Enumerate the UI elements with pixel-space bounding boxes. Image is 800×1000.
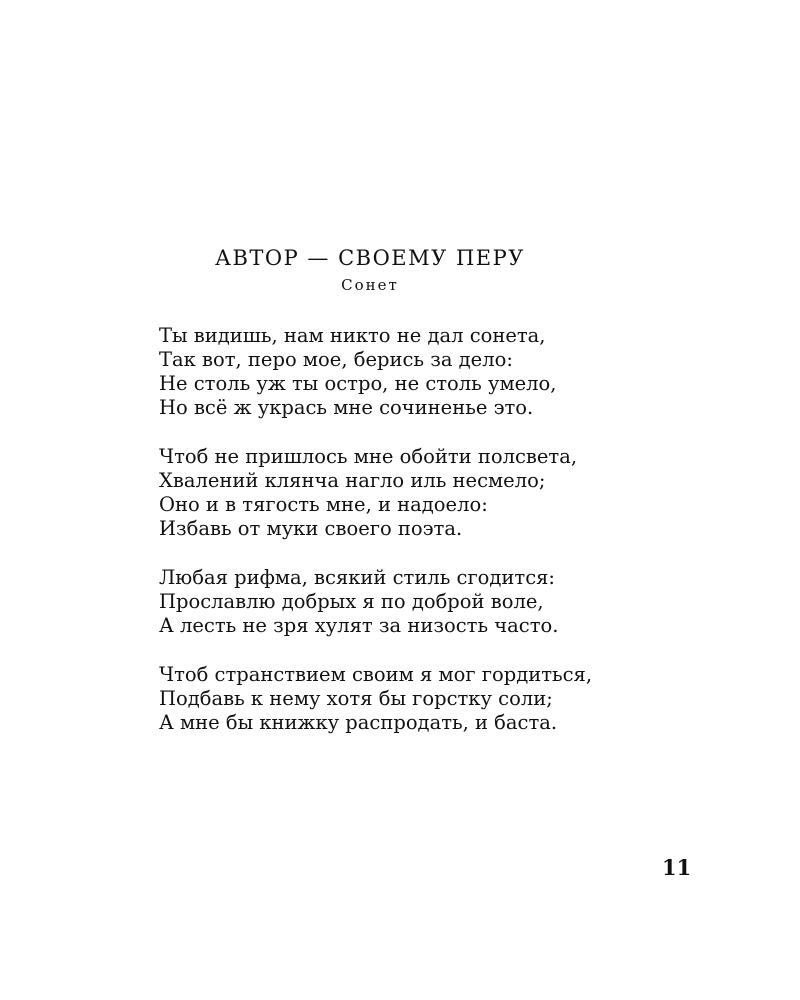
poem-title: АВТОР — СВОЕМУ ПЕРУ <box>215 246 525 270</box>
poem-line: Любая рифма, всякий стиль сгодится: <box>159 566 555 589</box>
page-number: 11 <box>662 855 692 880</box>
poem-line: Избавь от муки своего поэта. <box>159 517 463 540</box>
poem-line: Подбавь к нему хотя бы горстку соли; <box>159 687 553 710</box>
poem-line: Хвалений клянча нагло иль несмело; <box>159 469 546 492</box>
poem-line: Оно и в тягость мне, и надоело: <box>159 493 488 516</box>
poem-line: А мне бы книжку распродать, и баста. <box>159 711 558 734</box>
poem-line: Не столь уж ты остро, не столь умело, <box>159 372 557 395</box>
poem-line: Так вот, перо мое, берись за дело: <box>159 348 513 371</box>
stanza-2 <box>159 445 659 541</box>
poem-body <box>159 324 659 760</box>
poem-line: Чтоб странствием своим я мог гордиться, <box>159 663 593 686</box>
stanza-3 <box>159 566 659 638</box>
poem-line: Но всё ж укрась мне сочиненье это. <box>159 396 534 419</box>
stanza-4 <box>159 663 659 735</box>
poem-subtitle: Сонет <box>341 276 399 294</box>
poem-line: А лесть не зря хулят за низость часто. <box>159 614 559 637</box>
poem-line: Прославлю добрых я по доброй воле, <box>159 590 544 613</box>
poem-line: Чтоб не пришлось мне обойти полсвета, <box>159 445 578 468</box>
stanza-1 <box>159 324 659 420</box>
poem-line: Ты видишь, нам никто не дал сонета, <box>159 324 546 347</box>
